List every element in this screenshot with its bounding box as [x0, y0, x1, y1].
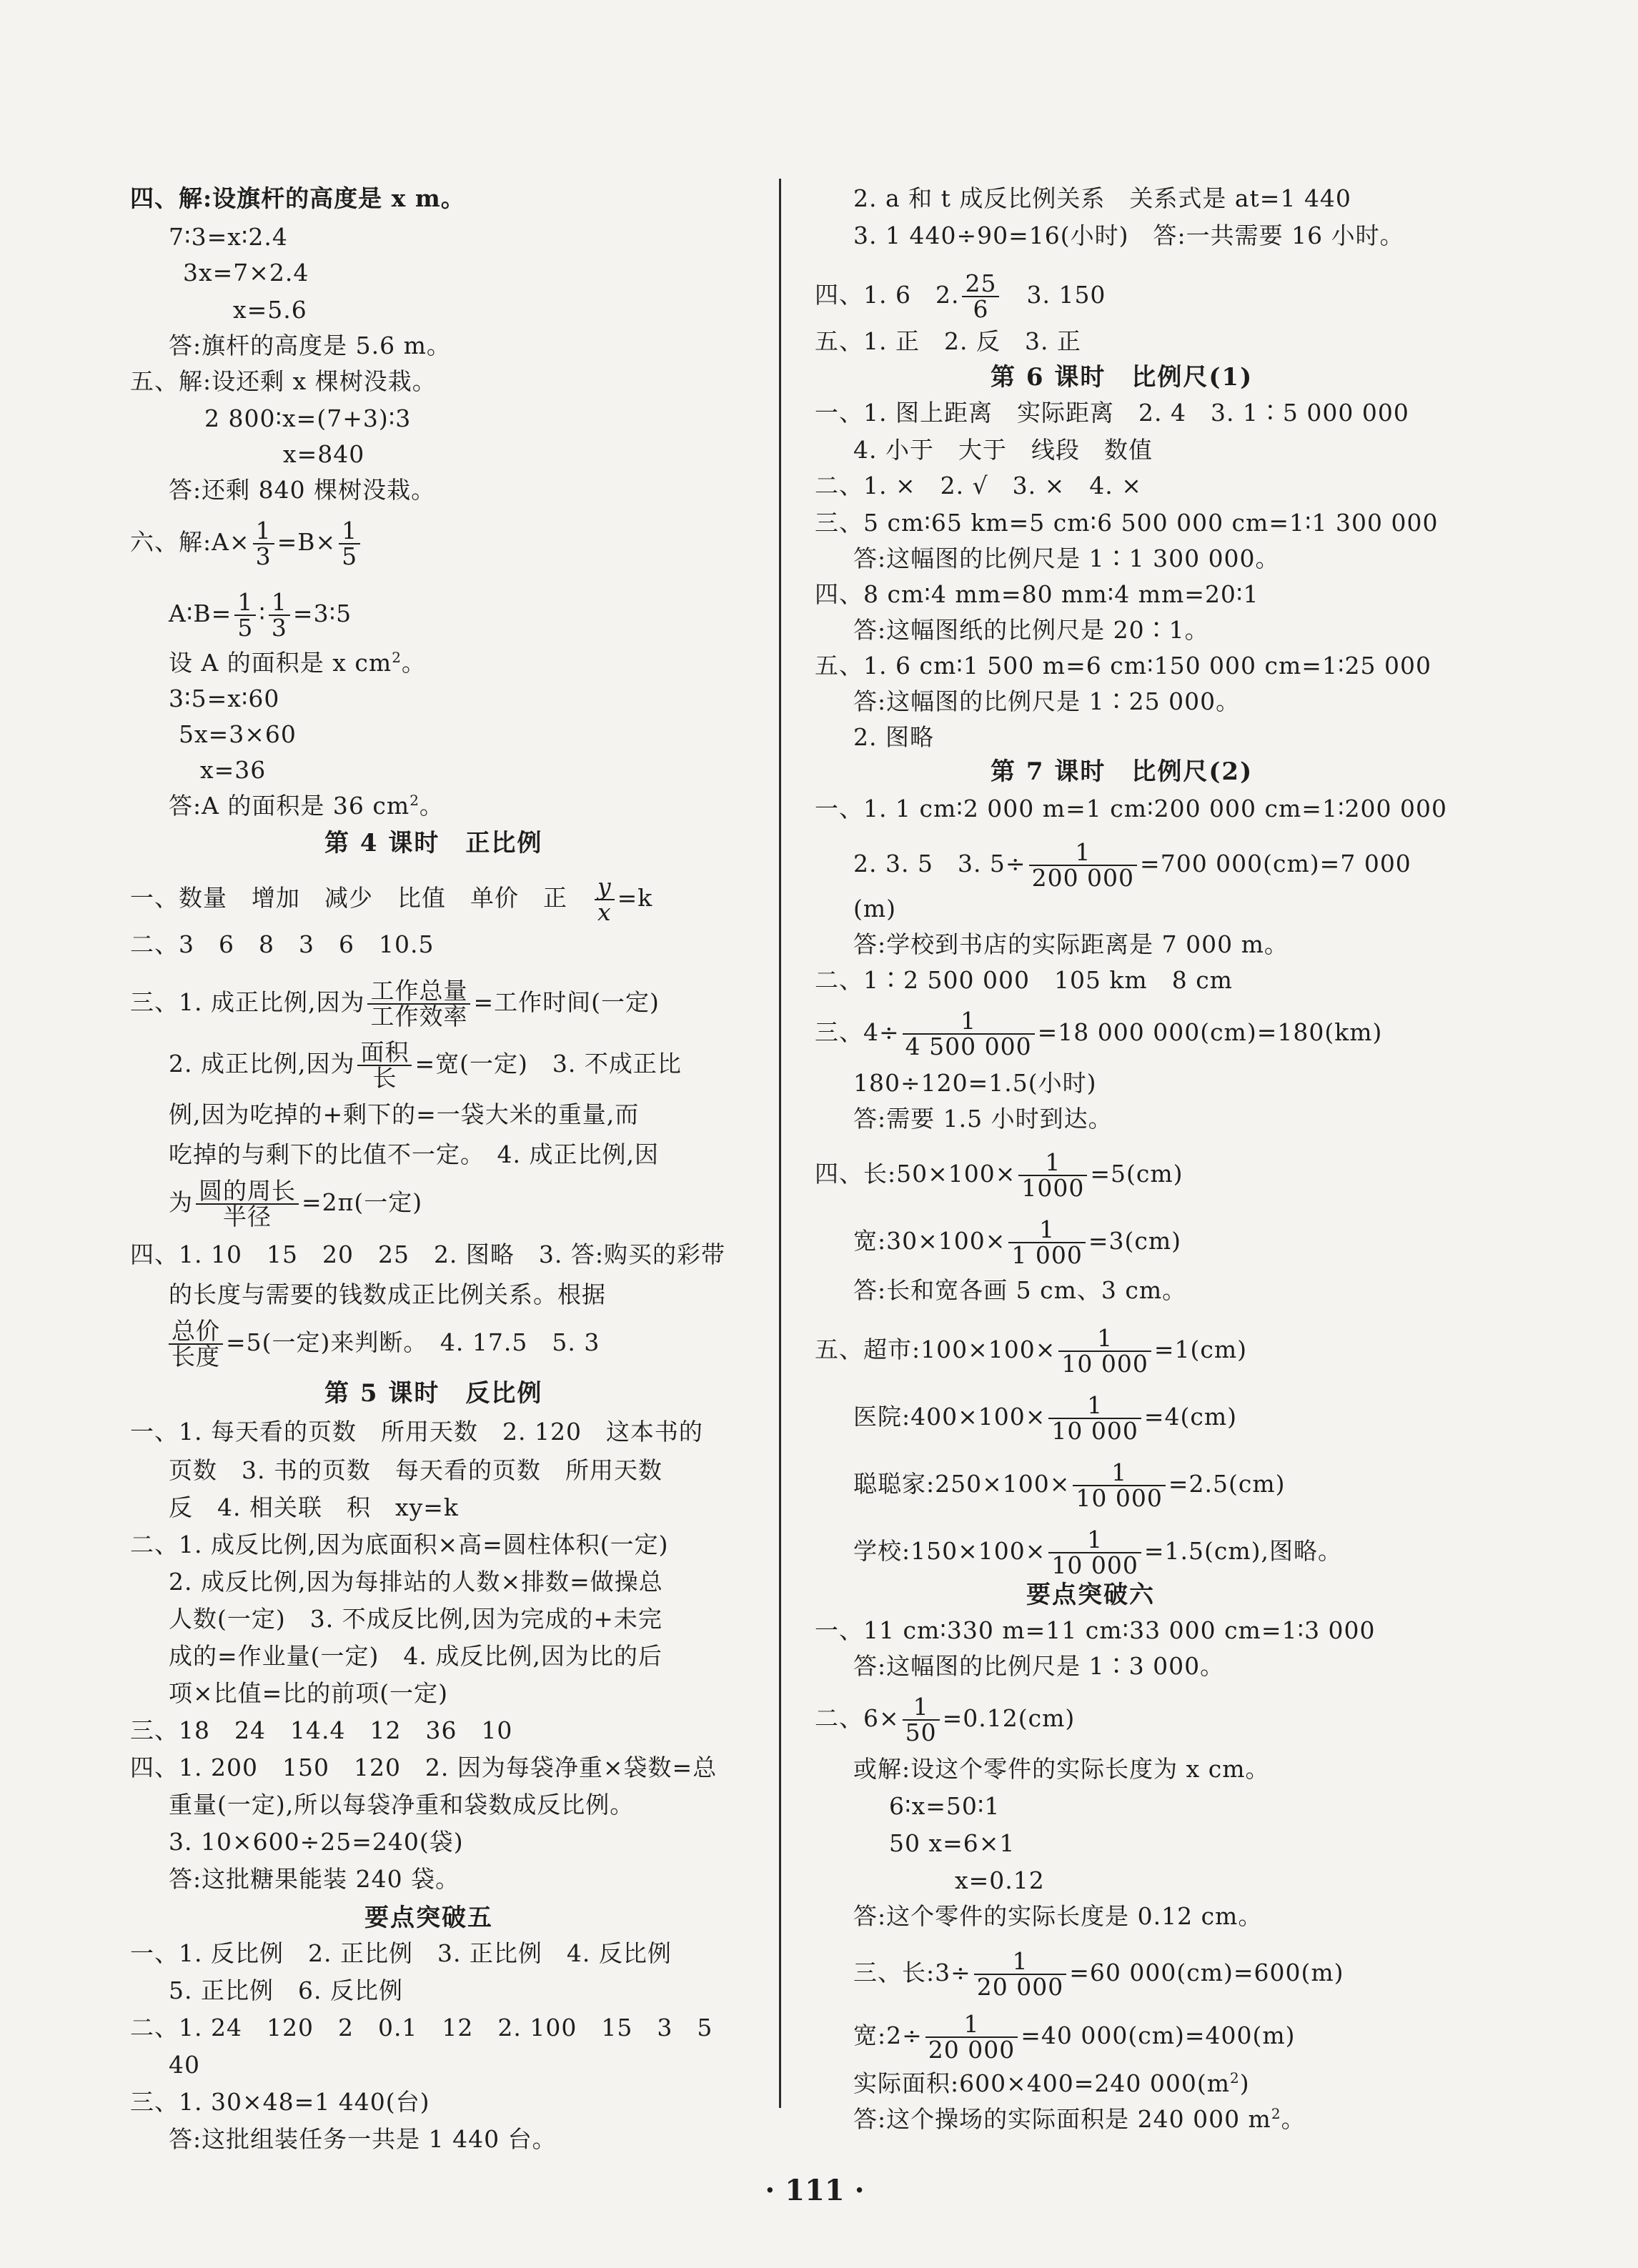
page-number: · 111 ·	[765, 2174, 865, 2207]
text-line: 4. 小于 大于 线段 数值	[853, 436, 1153, 464]
text-line: 3. 10×600÷25=240(袋)	[169, 1828, 464, 1856]
text-line: 四、长:50×100× $\frac{1}{1000}$ =5(cm)	[815, 1148, 1183, 1202]
text-line: 为 $\frac{\text{圆的周长}}{\text{半径}}$ =2π(一定)	[169, 1177, 423, 1230]
text-line: 答:长和宽各画 5 cm、3 cm。	[853, 1276, 1187, 1304]
fraction: $\frac{1}{1 000}$	[1008, 1218, 1085, 1268]
text-line: 二、6× $\frac{1}{50}$ =0.12(cm)	[815, 1693, 1076, 1746]
text-line: 答:这幅图的比例尺是 1∶1 300 000。	[853, 544, 1280, 572]
text-line: 2. 3. 5 3. 5÷ $\frac{1}{200 000}$ =700 000(cm)=7 000	[853, 838, 1411, 892]
text-line: 宽:2÷ $\frac{1}{20 000}$ =40 000(cm)=400(m)	[853, 2010, 1296, 2064]
section-heading: 第 5 课时 反比例	[324, 1379, 543, 1408]
text-line: 五、1. 正 2. 反 3. 正	[815, 327, 1081, 355]
fraction: $\frac{1}{4 500 000}$	[903, 1009, 1035, 1059]
text-line: 三、1. 成正比例,因为 $\frac{\text{工作总量}}{\text{工作效率}}$ =工作时间(一定)	[130, 977, 660, 1030]
text: ∶	[259, 600, 266, 627]
text-line: 的长度与需要的钱数成正比例关系。根据	[169, 1280, 606, 1308]
text-line: 一、1. 1 cm∶2 000 m=1 cm∶200 000 cm=1∶200 000	[815, 795, 1447, 822]
text-line: 一、数量 增加 减少 比值 单价 正 $\frac{y}{x}$ =k	[130, 872, 653, 926]
text-line: 答:这个零件的实际长度是 0.12 cm。	[853, 1902, 1263, 1930]
text-line: 二、1. × 2. √ 3. × 4. ×	[815, 472, 1142, 499]
text-line: 重量(一定),所以每袋净重和袋数成反比例。	[169, 1791, 635, 1819]
text-line: 三、1. 30×48=1 440(台)	[130, 2088, 430, 2116]
text-line: 或解:设这个零件的实际长度为 x cm。	[853, 1755, 1270, 1783]
text-line: 6∶x=50∶1	[889, 1792, 1001, 1820]
fraction: $\frac{1}{10 000}$	[1073, 1461, 1165, 1511]
text-line	[169, 590, 352, 640]
text-line: 答:这幅图纸的比例尺是 20∶1。	[853, 616, 1209, 644]
text-line: 项×比值=比的前项(一定)	[169, 1679, 449, 1707]
fraction: $\frac{1}{50}$	[903, 1695, 940, 1745]
fraction: $\frac{\text{总价}}{\text{长度}}$	[169, 1319, 223, 1369]
fraction: $\frac{1}{10 000}$	[1048, 1393, 1141, 1443]
fraction: $\frac{\text{面积}}{\text{长}}$	[357, 1040, 412, 1090]
text-line: 答:这幅图的比例尺是 1∶25 000。	[853, 687, 1241, 715]
text-line: 答:需要 1.5 小时到达。	[853, 1105, 1113, 1133]
fraction: $\frac{1}{10 000}$	[1048, 1528, 1141, 1578]
text-line: 页数 3. 书的页数 每天看的页数 所用天数	[169, 1456, 662, 1484]
text-line: 三、4÷ $\frac{1}{4 500 000}$ =18 000 000(cm)=180(km)	[815, 1007, 1383, 1060]
text-line: 五、1. 6 cm∶1 500 m=6 cm∶150 000 cm=1∶25 000	[815, 652, 1432, 680]
text-line: 例,因为吃掉的+剩下的=一袋大米的重量,而	[169, 1100, 640, 1128]
text-line: x=36	[200, 756, 267, 784]
text-line: 5x=3×60	[179, 720, 297, 748]
text-line: x=840	[283, 440, 365, 468]
fraction: $\frac{1}{3}$	[253, 519, 274, 569]
text-line: 7∶3=x∶2.4	[169, 223, 288, 251]
fraction: $\frac{1}{10 000}$	[1058, 1326, 1151, 1376]
text-line: 二、1∶2 500 000 105 km 8 cm	[815, 966, 1233, 994]
section-heading: 第 4 课时 正比例	[324, 829, 543, 857]
text: A∶B=	[169, 600, 232, 627]
text-line: 3x=7×2.4	[183, 259, 309, 287]
text-line: 答:这批组装任务一共是 1 440 台。	[169, 2125, 557, 2153]
text-line: 反 4. 相关联 积 xy=k	[169, 1493, 459, 1521]
text-line: 二、3 6 8 3 6 10.5	[130, 930, 435, 958]
text-line: 实际面积:600×400=240 $000(m^2)$	[853, 2069, 1250, 2097]
text-line: 2. 图略	[853, 723, 934, 751]
section-heading: 要点突破六	[1026, 1581, 1155, 1609]
text-line: 三、18 24 14.4 12 36 10	[130, 1716, 513, 1744]
text-line: 四、8 cm∶4 mm=80 mm∶4 mm=20∶1	[815, 580, 1259, 608]
text-line: 2. 成正比例,因为 $\frac{\text{面积}}{\text{长}}$ =宽(一定) 3. 不成正比	[169, 1038, 682, 1092]
fraction: $\frac{1}{1000}$	[1018, 1150, 1087, 1200]
text-line: 吃掉的与剩下的比值不一定。 4. 成正比例,因	[169, 1140, 659, 1168]
text-line: 答:旗杆的高度是 5.6 m。	[169, 332, 451, 359]
text-line: 四、1. 10 15 20 25 2. 图略 3. 答:购买的彩带	[130, 1240, 726, 1268]
text-line: 人数(一定) 3. 不成反比例,因为完成的+未完	[169, 1605, 662, 1633]
text-line: x=5.6	[233, 296, 307, 324]
fraction: $\frac{\text{圆的周长}}{\text{半径}}$	[196, 1179, 299, 1229]
text-line: x=0.12	[955, 1866, 1045, 1894]
column-divider	[779, 179, 781, 2108]
text-line: 答:这个操场的实际面积是 240 000 $m^2$。	[853, 2105, 1306, 2133]
text-line	[130, 519, 363, 569]
text-line: 宽:30×100× $\frac{1}{1 000}$ =3(cm)	[853, 1215, 1182, 1269]
text-line: 二、1. 成反比例,因为底面积×高=圆柱体积(一定)	[130, 1531, 669, 1558]
fraction: $\frac{1}{5}$	[339, 519, 360, 569]
fraction: $\frac{25}{6}$	[962, 272, 999, 322]
text: =3∶5	[292, 600, 352, 627]
fraction: $\frac{1}{200 000}$	[1029, 840, 1137, 890]
text-line: 2. a 和 t 成反比例关系 关系式是 at=1 440	[853, 184, 1351, 212]
text-line: 180÷120=1.5(小时)	[853, 1069, 1097, 1097]
fraction: $\frac{1}{3}$	[269, 590, 290, 640]
text-line: 3∶5=x∶60	[169, 685, 280, 712]
section-heading: 第 6 课时 比例尺(1)	[991, 363, 1254, 392]
text-line: 5. 正比例 6. 反比例	[169, 1976, 403, 2004]
text-line: 一、1. 图上距离 实际距离 2. 4 3. 1∶5 000 000	[815, 399, 1409, 427]
text-line: 答:A 的面积是 36 $cm^2$。	[169, 792, 444, 820]
text-line: 2. 成反比例,因为每排站的人数×排数=做操总	[169, 1568, 663, 1596]
text-line: 成的=作业量(一定) 4. 成反比例,因为比的后	[169, 1642, 662, 1670]
text-line: 三、长:3÷ $\frac{1}{20 000}$ =60 000(cm)=600(m)	[853, 1947, 1344, 2001]
text-line: 40	[169, 2051, 200, 2079]
fraction: $\frac{y}{x}$	[595, 875, 615, 925]
text-line: 三、5 cm∶65 km=5 cm∶6 500 000 cm=1∶1 300 000	[815, 509, 1439, 537]
text-line: 四、解:设旗杆的高度是 x m。	[130, 184, 465, 212]
text-line: 学校:150×100× $\frac{1}{10 000}$ =1.5(cm),图略。	[853, 1526, 1343, 1579]
text-line: 一、1. 反比例 2. 正比例 3. 正比例 4. 反比例	[130, 1939, 672, 1967]
fraction: $\frac{1}{5}$	[234, 590, 256, 640]
text-line: 二、1. 24 120 2 0.1 12 2. 100 15 3 5	[130, 2014, 713, 2041]
text: =B×	[277, 528, 337, 556]
text-line: 答:这批糖果能装 240 袋。	[169, 1865, 460, 1893]
text-line: 一、11 cm∶330 m=11 cm∶33 000 cm=1∶3 000	[815, 1616, 1376, 1644]
text-line: 设 A 的面积是 x $cm^2$。	[169, 649, 426, 677]
text-line: 3. 1 440÷90=16(小时) 答:一共需要 16 小时。	[853, 222, 1404, 249]
text-line: 答:这幅图的比例尺是 1∶3 000。	[853, 1652, 1225, 1680]
text-line: 聪聪家:250×100× $\frac{1}{10 000}$ =2.5(cm)	[853, 1458, 1286, 1512]
text-line: 五、解:设还剩 x 棵树没栽。	[130, 367, 437, 395]
fraction: $\frac{1}{20 000}$	[925, 2012, 1018, 2062]
text-line: 四、1. 6 2. $\frac{25}{6}$ 3. 150	[815, 269, 1106, 323]
fraction: $\frac{\text{工作总量}}{\text{工作效率}}$	[367, 979, 470, 1029]
text-line: 2 800∶x=(7+3)∶3	[204, 404, 412, 432]
section-heading: 要点突破五	[364, 1904, 493, 1932]
text-line: (m)	[853, 895, 897, 922]
text: 六、解:A×	[130, 528, 250, 556]
text-line: 四、1. 200 150 120 2. 因为每袋净重×袋数=总	[130, 1754, 718, 1781]
text-line: 一、1. 每天看的页数 所用天数 2. 120 这本书的	[130, 1418, 703, 1446]
text-line: 五、超市:100×100× $\frac{1}{10 000}$ =1(cm)	[815, 1324, 1248, 1378]
text-line: 答:学校到书店的实际距离是 7 000 m。	[853, 930, 1289, 958]
text-line: 答:还剩 840 棵树没栽。	[169, 476, 436, 504]
text-line: 医院:400×100× $\frac{1}{10 000}$ =4(cm)	[853, 1391, 1238, 1445]
text-line: $\frac{\text{总价}}{\text{长度}}$ =5(一定)来判断。 4. 17.5 5. 3	[169, 1319, 600, 1369]
text-line: 50 x=6×1	[889, 1829, 1016, 1857]
section-heading: 第 7 课时 比例尺(2)	[991, 757, 1254, 786]
fraction: $\frac{1}{20 000}$	[974, 1949, 1066, 1999]
